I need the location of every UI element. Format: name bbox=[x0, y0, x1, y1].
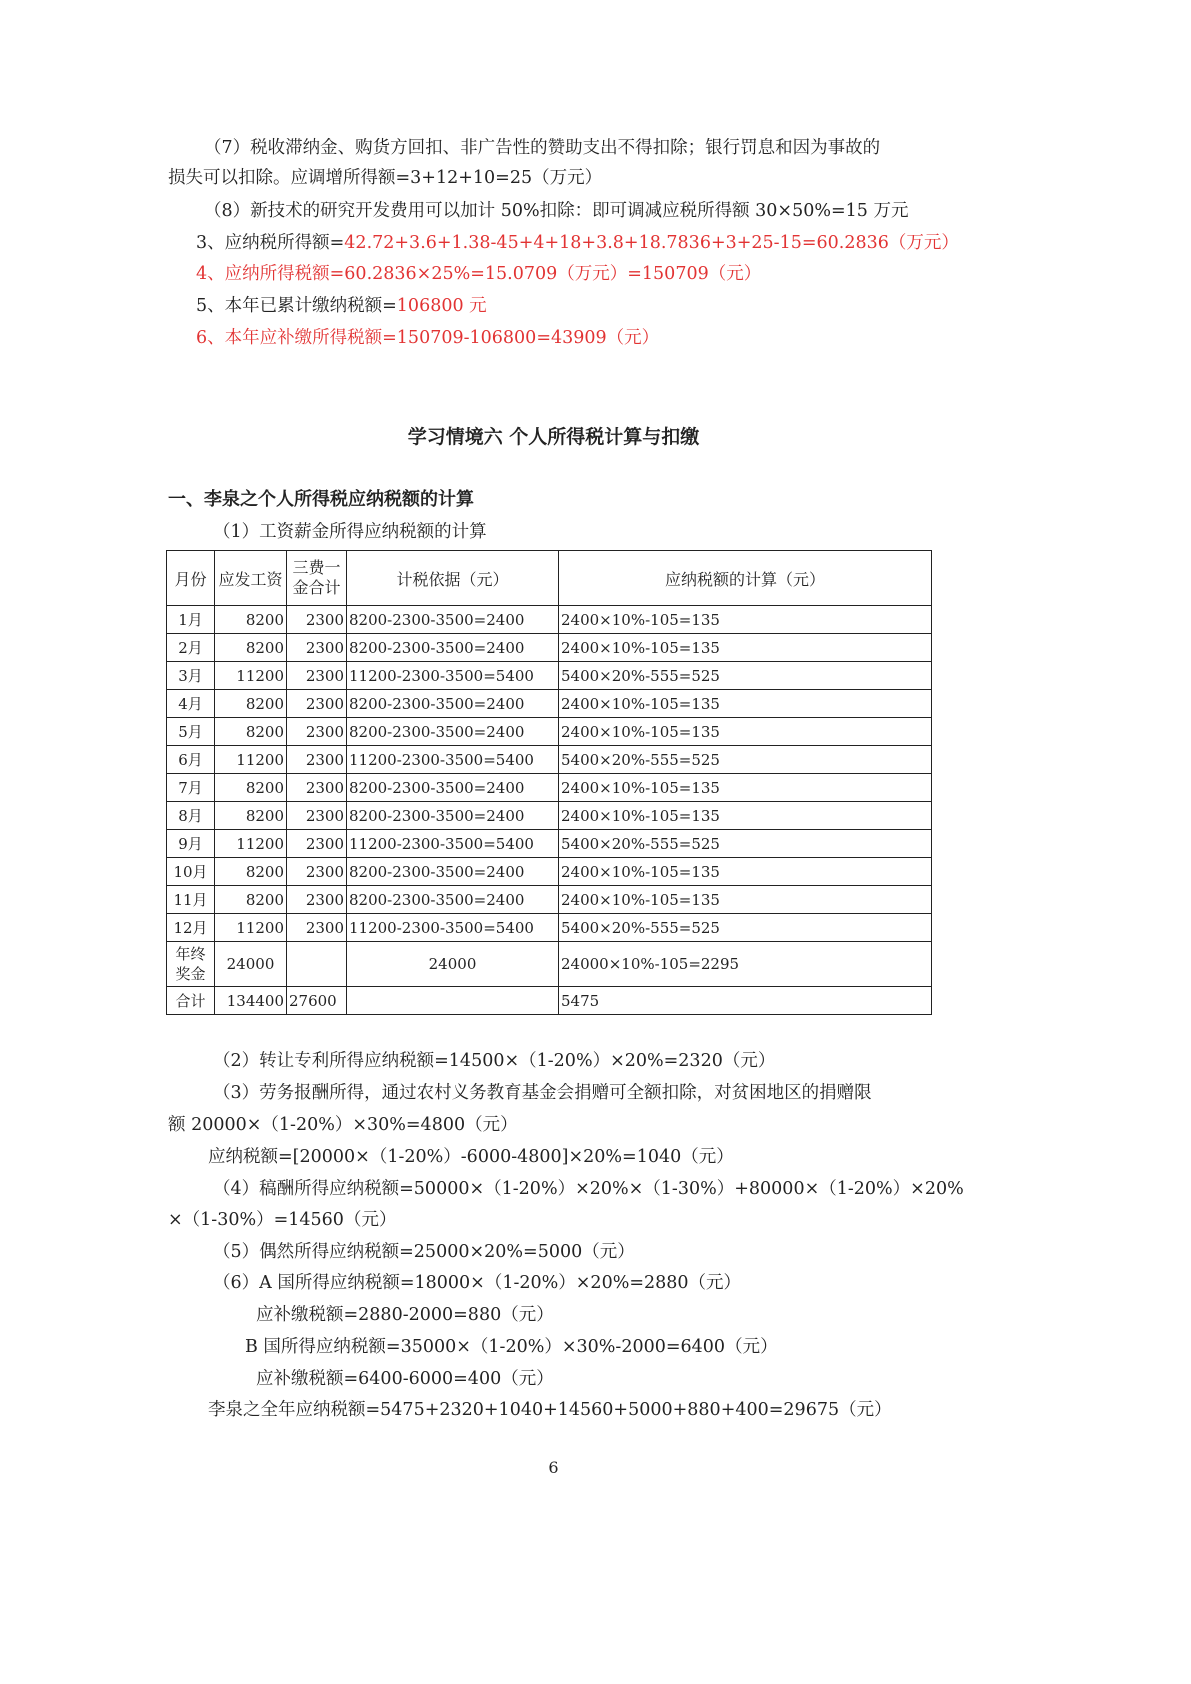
cell-basis: 24000 bbox=[347, 942, 559, 987]
cell-salary: 8200 bbox=[215, 718, 287, 746]
cell-salary: 11200 bbox=[215, 662, 287, 690]
cell-fees: 2300 bbox=[287, 634, 347, 662]
cell-month: 11月 bbox=[167, 886, 215, 914]
item-3-line-2: 额 20000×（1-20%）×30%=4800（元） bbox=[168, 1115, 518, 1135]
cell-fees: 2300 bbox=[287, 802, 347, 830]
cell-month: 7月 bbox=[167, 774, 215, 802]
cell-fees: 2300 bbox=[287, 886, 347, 914]
item-5 bbox=[196, 294, 487, 318]
cell-calc: 2400×10%-105=135 bbox=[559, 858, 932, 886]
cell-month: 12月 bbox=[167, 914, 215, 942]
item-5-label: 5、本年已累计缴纳税额= bbox=[196, 296, 397, 316]
table-row bbox=[167, 606, 932, 634]
cell-calc: 5400×20%-555=525 bbox=[559, 662, 932, 690]
cell-calc: 2400×10%-105=135 bbox=[559, 774, 932, 802]
cell-basis: 11200-2300-3500=5400 bbox=[347, 746, 559, 774]
paragraph-7-line-2: 损失可以扣除。应调增所得额=3+12+10=25（万元） bbox=[168, 168, 603, 188]
paragraph-8: （8）新技术的研究开发费用可以加计 50%扣除：即可调减应税所得额 30×50%=15 万元 bbox=[204, 201, 909, 221]
cell-basis: 8200-2300-3500=2400 bbox=[347, 886, 559, 914]
cell-fees: 2300 bbox=[287, 914, 347, 942]
cell-month: 5月 bbox=[167, 718, 215, 746]
cell-month: 4月 bbox=[167, 690, 215, 718]
header-month: 月份 bbox=[167, 551, 215, 606]
header-basis: 计税依据（元） bbox=[347, 551, 559, 606]
cell-basis: 8200-2300-3500=2400 bbox=[347, 774, 559, 802]
cell-basis: 8200-2300-3500=2400 bbox=[347, 858, 559, 886]
wage-sub-heading: （1）工资薪金所得应纳税额的计算 bbox=[213, 522, 487, 542]
cell-salary: 8200 bbox=[215, 690, 287, 718]
cell-month: 10月 bbox=[167, 858, 215, 886]
cell-month: 6月 bbox=[167, 746, 215, 774]
item-5-value: 106800 元 bbox=[396, 296, 487, 316]
cell-basis: 8200-2300-3500=2400 bbox=[347, 690, 559, 718]
cell-month: 9月 bbox=[167, 830, 215, 858]
cell-month: 8月 bbox=[167, 802, 215, 830]
item-5-occasional: （5）偶然所得应纳税额=25000×20%=5000（元） bbox=[213, 1242, 635, 1262]
cell-salary: 11200 bbox=[215, 914, 287, 942]
cell-calc: 5400×20%-555=525 bbox=[559, 746, 932, 774]
cell-fees bbox=[287, 942, 347, 987]
item-6: 6、本年应补缴所得税额=150709-106800=43909（元） bbox=[196, 328, 660, 348]
cell-salary: 8200 bbox=[215, 606, 287, 634]
header-calc: 应纳税额的计算（元） bbox=[559, 551, 932, 606]
cell-fees: 2300 bbox=[287, 746, 347, 774]
cell-fees: 27600 bbox=[287, 987, 347, 1015]
cell-basis bbox=[347, 987, 559, 1015]
cell-basis: 8200-2300-3500=2400 bbox=[347, 718, 559, 746]
annual-total: 李泉之全年应纳税额=5475+2320+1040+14560+5000+880+400=29675（元） bbox=[208, 1400, 892, 1420]
header-fees: 三费一金合计 bbox=[287, 551, 347, 606]
cell-calc: 2400×10%-105=135 bbox=[559, 718, 932, 746]
item-3-value: 42.72+3.6+1.38-45+4+18+3.8+18.7836+3+25-15=60.2836（万元） bbox=[344, 233, 959, 253]
item-4-line-2: ×（1-30%）=14560（元） bbox=[168, 1210, 397, 1230]
cell-month: 年终奖金 bbox=[167, 942, 215, 987]
cell-calc: 2400×10%-105=135 bbox=[559, 886, 932, 914]
cell-calc: 5475 bbox=[559, 987, 932, 1015]
cell-fees: 2300 bbox=[287, 830, 347, 858]
cell-salary: 8200 bbox=[215, 858, 287, 886]
cell-fees: 2300 bbox=[287, 606, 347, 634]
cell-salary: 24000 bbox=[215, 942, 287, 987]
cell-fees: 2300 bbox=[287, 718, 347, 746]
cell-salary: 11200 bbox=[215, 830, 287, 858]
cell-month: 2月 bbox=[167, 634, 215, 662]
cell-fees: 2300 bbox=[287, 662, 347, 690]
table-row bbox=[167, 718, 932, 746]
item-3-label: 3、应纳税所得额= bbox=[196, 233, 345, 253]
item-6-line-1: （6）A 国所得应纳税额=18000×（1-20%）×20%=2880（元） bbox=[213, 1273, 742, 1293]
cell-basis: 8200-2300-3500=2400 bbox=[347, 802, 559, 830]
item-6-line-3: B 国所得应纳税额=35000×（1-20%）×30%-2000=6400（元） bbox=[245, 1337, 778, 1357]
cell-calc: 24000×10%-105=2295 bbox=[559, 942, 932, 987]
cell-salary: 8200 bbox=[215, 802, 287, 830]
cell-fees: 2300 bbox=[287, 774, 347, 802]
item-4: 4、应纳所得税额=60.2836×25%=15.0709（万元）=150709（元） bbox=[196, 264, 762, 284]
cell-salary: 8200 bbox=[215, 886, 287, 914]
item-6-line-2: 应补缴税额=2880-2000=880（元） bbox=[256, 1305, 554, 1325]
part-one-heading: 一、李泉之个人所得税应纳税额的计算 bbox=[168, 489, 474, 510]
item-4-line-1: （4）稿酬所得应纳税额=50000×（1-20%）×20%×（1-30%）+80000×（1-20%）×20% bbox=[213, 1179, 964, 1199]
cell-basis: 8200-2300-3500=2400 bbox=[347, 606, 559, 634]
cell-salary: 11200 bbox=[215, 746, 287, 774]
cell-calc: 2400×10%-105=135 bbox=[559, 802, 932, 830]
cell-month: 合计 bbox=[167, 987, 215, 1015]
cell-calc: 2400×10%-105=135 bbox=[559, 606, 932, 634]
cell-fees: 2300 bbox=[287, 858, 347, 886]
item-6-line-4: 应补缴税额=6400-6000=400（元） bbox=[256, 1369, 554, 1389]
cell-salary: 134400 bbox=[215, 987, 287, 1015]
section-title: 学习情境六 个人所得税计算与扣缴 bbox=[407, 426, 700, 448]
table-row bbox=[167, 662, 932, 690]
cell-calc: 5400×20%-555=525 bbox=[559, 914, 932, 942]
cell-salary: 8200 bbox=[215, 634, 287, 662]
cell-fees: 2300 bbox=[287, 690, 347, 718]
cell-basis: 11200-2300-3500=5400 bbox=[347, 662, 559, 690]
cell-month: 1月 bbox=[167, 606, 215, 634]
cell-calc: 2400×10%-105=135 bbox=[559, 634, 932, 662]
cell-basis: 8200-2300-3500=2400 bbox=[347, 634, 559, 662]
table-row bbox=[167, 746, 932, 774]
table-header-row bbox=[167, 551, 932, 606]
table-row bbox=[167, 914, 932, 942]
table-row bbox=[167, 830, 932, 858]
item-3-line-3: 应纳税额=[20000×（1-20%）-6000-4800]×20%=1040（元） bbox=[208, 1147, 734, 1167]
wage-tax-table bbox=[166, 550, 932, 1015]
cell-salary: 8200 bbox=[215, 774, 287, 802]
header-salary: 应发工资 bbox=[215, 551, 287, 606]
paragraph-7-line-1: （7）税收滞纳金、购货方回扣、非广告性的赞助支出不得扣除；银行罚息和因为事故的 bbox=[204, 138, 881, 158]
table-row-bonus bbox=[167, 942, 932, 987]
table-row bbox=[167, 634, 932, 662]
table-row-total bbox=[167, 987, 932, 1015]
table-row bbox=[167, 858, 932, 886]
cell-calc: 2400×10%-105=135 bbox=[559, 690, 932, 718]
page-number: 6 bbox=[548, 1458, 559, 1477]
cell-month: 3月 bbox=[167, 662, 215, 690]
table-row bbox=[167, 690, 932, 718]
item-3-line-1: （3）劳务报酬所得，通过农村义务教育基金会捐赠可全额扣除，对贫困地区的捐赠限 bbox=[213, 1083, 872, 1103]
table-row bbox=[167, 886, 932, 914]
cell-basis: 11200-2300-3500=5400 bbox=[347, 914, 559, 942]
table-row bbox=[167, 774, 932, 802]
cell-calc: 5400×20%-555=525 bbox=[559, 830, 932, 858]
table-row bbox=[167, 802, 932, 830]
item-3 bbox=[196, 231, 959, 255]
cell-basis: 11200-2300-3500=5400 bbox=[347, 830, 559, 858]
item-2-patent: （2）转让专利所得应纳税额=14500×（1-20%）×20%=2320（元） bbox=[213, 1051, 776, 1071]
